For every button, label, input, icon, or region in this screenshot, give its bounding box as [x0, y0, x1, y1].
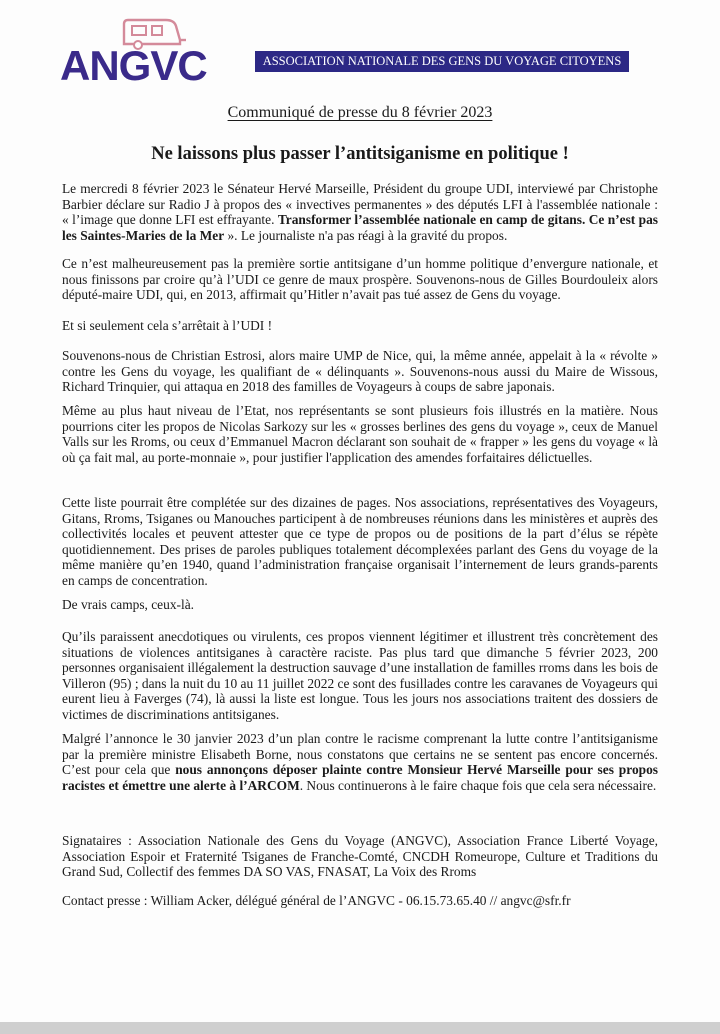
paragraph-3: Et si seulement cela s’arrêtait à l’UDI !: [62, 318, 273, 333]
paragraph-9-end: . Nous continuerons à le faire chaque fois que cela sera nécessaire.: [299, 777, 657, 793]
paragraph-1-end: ». Le journaliste n'a pas réagi à la gravité du propos.: [224, 227, 508, 243]
paragraph-1: [62, 181, 658, 243]
paragraph-4: Souvenons-nous de Christian Estrosi, alors maire UMP de Nice, qui, la même année, appelait à la « révolte » contre les Gens du voyage, les qualifiant de « délinquants ». Souvenons-nous aussi du Maire de Wissous, Richard Trinquier, qui attaqua en 2018 des familles de Voyageurs à coups de sabre japonais.: [62, 348, 658, 395]
paragraph-9-text: Malgré l’annonce le 30 janvier 2023 d’un plan contre le racisme comprenant la lutte contre l’antitsiganisme par la première ministre Elisabeth Borne, nous constatons que certains ne se sentent pas encore concernés. C’est pour cela que: [62, 731, 658, 778]
paragraph-7: De vrais camps, ceux-là.: [62, 597, 194, 612]
page-bottom-edge: [0, 1022, 720, 1034]
signatories: Signataires : Association Nationale des Gens du Voyage (ANGVC), Association France Liberté Voyage, Association Espoir et Fraternité Tsiganes de Franche-Comté, CNCDH Romeurope, Culture et Traditions du Grand Sud, Collectif des femmes DA SO VAS, FNASAT, La Voix des Rroms: [62, 833, 658, 880]
paragraph-9-announcement: nous annonçons déposer plainte contre Monsieur Hervé Marseille pour ses propos racistes et émettre une alerte à l’ARCOM: [62, 762, 658, 793]
paragraph-6: Cette liste pourrait être complétée sur des dizaines de pages. Nos associations, représentatives des Voyageurs, Gitans, Rroms, Tsiganes ou Manouches participent à de nombreuses réunions dans les ministères et auprès des collectivités locales et peuvent attester que ce type de propos ou de positions de la part d’élus se répète quotidiennement. Des prises de paroles publiques totalement décomplexées parlant des Gens du voyage de la même manière qu’en 1940, quand l’administration française organisait l’internement de leurs grands-parents en camps de concentration.: [62, 495, 658, 588]
logo-text: ANGVC: [60, 42, 207, 89]
headline: Ne laissons plus passer l’antitsiganisme en politique !: [151, 144, 569, 164]
paragraph-5: Même au plus haut niveau de l’Etat, nos représentants se sont plusieurs fois illustrés en la matière. Nous pourrions citer les propos de Nicolas Sarkozy sur les « grosses berlines des gens du voyage », ceux de Manuel Valls sur les Rroms, ou ceux d’Emmanuel Macron déclarant son souhait de « frapper » les gens du voyage « là où ça fait mal, au porte-monnaie », pour justifier l'application des amendes forfaitaires délictuelles.: [62, 403, 658, 465]
press-contact: Contact presse : William Acker, délégué général de l’ANGVC - 06.15.73.65.40 // angvc@sfr.fr: [62, 893, 571, 908]
paragraph-1-quote: Transformer l’assemblée nationale en camp de gitans. Ce n’est pas les Saintes-Maries de la Mer: [62, 212, 658, 243]
press-release-date: Communiqué de presse du 8 février 2023: [227, 104, 493, 121]
angvc-logo: [58, 16, 228, 88]
paragraph-8: Qu’ils paraissent anecdotiques ou virulents, ces propos viennent légitimer et illustrent très concrètement des situations de violences antitsiganes à caractère raciste. Pas plus tard que dimanche 5 février 2023, 200 personnes organisaient illégalement la destruction sauvage d’une installation de familles rroms dans les bois de Villeron (95) ; dans la nuit du 10 au 11 juillet 2022 ce sont des fusillades contre les caravanes de Voyageurs qui eurent lieu à Faverges (74), là aussi la liste est longue. Tous les jours nos associations traitent des dossiers de victimes de discriminations antitsiganes.: [62, 629, 658, 722]
association-banner: ASSOCIATION NATIONALE DES GENS DU VOYAGE CITOYENS: [255, 51, 629, 72]
paragraph-1-text: Le mercredi 8 février 2023 le Sénateur Hervé Marseille, Président du groupe UDI, interviewé par Christophe Barbier déclare sur Radio J à propos des « invectives permanentes » des députés LFI à l'assemblée nationale : « l’image que donne LFI est effrayante.: [62, 181, 658, 228]
paragraph-9: [62, 731, 658, 793]
paragraph-2: Ce n’est malheureusement pas la première sortie antitsigane d’un homme politique d’envergure nationale, et nous finissons par croire qu’à l’UDI ce genre de maux prospère. Souvenons-nous de Gilles Bourdouleix alors député-maire UDI, qui, en 2013, affirmait qu’Hitler n’avait pas tué assez de Gens du voyage.: [62, 256, 658, 303]
